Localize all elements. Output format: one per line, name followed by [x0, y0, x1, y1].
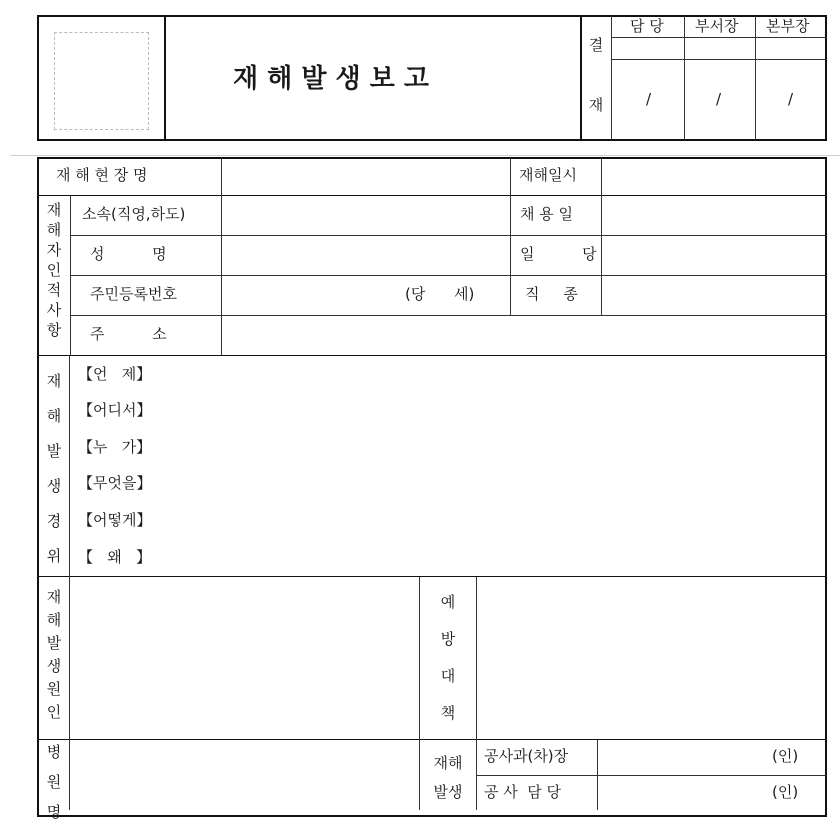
approval-slash-dept-head: /: [716, 90, 722, 108]
address-field[interactable]: [224, 318, 824, 353]
site-name-label: 재 해 현 장 명: [56, 166, 148, 184]
page-title: 재 해 발 생 보 고: [233, 64, 429, 94]
hospital-field[interactable]: [72, 742, 417, 810]
approval-slash-staff: /: [646, 90, 652, 108]
employment-date-field[interactable]: [604, 198, 824, 233]
approval-slash-division-head: /: [788, 90, 794, 108]
circumstance-when: 【언 제】: [78, 365, 152, 383]
site-name-field[interactable]: [224, 160, 508, 193]
resident-number-field[interactable]: [224, 278, 394, 313]
circumstance-who: 【누 가】: [78, 438, 152, 456]
construction-manager-seal: (인): [772, 747, 799, 765]
job-type-field[interactable]: [604, 278, 824, 313]
affiliation-label: 소속(직영,하도): [82, 205, 186, 223]
daily-wage-field[interactable]: [604, 238, 824, 273]
cause-field[interactable]: [72, 579, 417, 737]
circumstance-how: 【어떻게】: [78, 511, 152, 529]
report-section-label: 재해 발생: [433, 754, 463, 801]
photo-placeholder: [54, 32, 149, 130]
approval-role-dept-head: 부서장: [695, 17, 739, 35]
daily-wage-label: 일 당: [520, 245, 597, 263]
prevention-field[interactable]: [479, 579, 824, 737]
name-label: 성 명: [90, 245, 167, 263]
accident-datetime-label: 재해일시: [519, 166, 577, 184]
accident-datetime-field[interactable]: [604, 160, 824, 193]
age-text: (당 세): [405, 285, 475, 303]
prevention-section-label: 예 방 대 책: [440, 593, 456, 722]
circumstances-section-label: 재 해 발 생 경 위: [46, 372, 62, 565]
circumstance-why: 【 왜 】: [78, 548, 152, 566]
address-label: 주 소: [90, 325, 167, 343]
circumstance-what: 【무엇을】: [78, 474, 152, 492]
approval-role-staff: 담 당: [630, 17, 664, 35]
victim-info-section-label: 재 해 자 인 적 사 항: [46, 201, 62, 339]
circumstance-where: 【어디서】: [78, 401, 152, 419]
construction-staff-label: 공 사 담 당: [484, 783, 562, 801]
resident-number-label: 주민등록번호: [90, 285, 177, 303]
approval-role-division-head: 본부장: [766, 17, 810, 35]
job-type-label: 직 종: [525, 285, 578, 303]
hospital-section-label: 병 원 명: [46, 743, 62, 821]
cause-section-label: 재 해 발 생 원 인: [46, 588, 62, 721]
construction-staff-seal: (인): [772, 783, 799, 801]
employment-date-label: 채 용 일: [520, 205, 574, 223]
approval-label: 결 재: [588, 36, 604, 114]
construction-manager-label: 공사과(차)장: [484, 747, 569, 765]
circumstances-field[interactable]: [190, 360, 824, 572]
name-field[interactable]: [224, 238, 508, 273]
affiliation-field[interactable]: [224, 198, 508, 233]
